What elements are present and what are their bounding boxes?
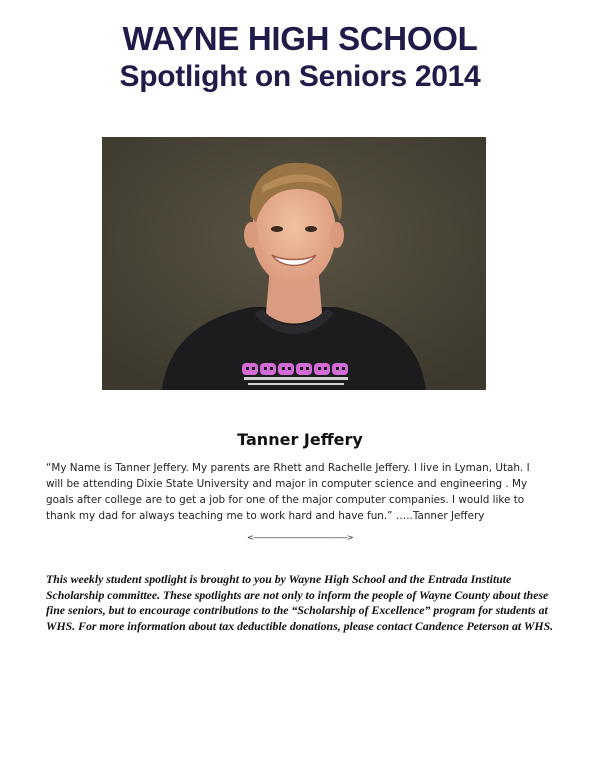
page-header (0, 20, 600, 96)
student-quote: “My Name is Tanner Jeffery. My parents are Rhett and Rachelle Jeffery. I live in Lyman, Utah. I will be attending Dixie State University and major in computer science and engineering . My goals after college are to get a job for one of the major computer companies. I would like to thank my dad for always teaching me to work hard and have fun.” …..Tanner Jeffery (46, 462, 530, 522)
sponsor-notice: This weekly student spotlight is brought to you by Wayne High School and the Entrada Institute Scholarship committee. These spotlights are not only to inform the people of Wayne County about these fine seniors, but to encourage contributions to the “Scholarship of Excellence” program for students at WHS. For more information about tax deductible donations, please contact Candence Peterson at WHS. (46, 572, 554, 633)
divider-arrow: <-----------------------------------------> (247, 533, 353, 542)
student-photo (102, 137, 486, 390)
page-title: Spotlight on Seniors 2014 (119, 60, 481, 93)
school-name: WAYNE HIGH SCHOOL (122, 20, 478, 57)
student-name: Tanner Jeffery (237, 430, 363, 449)
